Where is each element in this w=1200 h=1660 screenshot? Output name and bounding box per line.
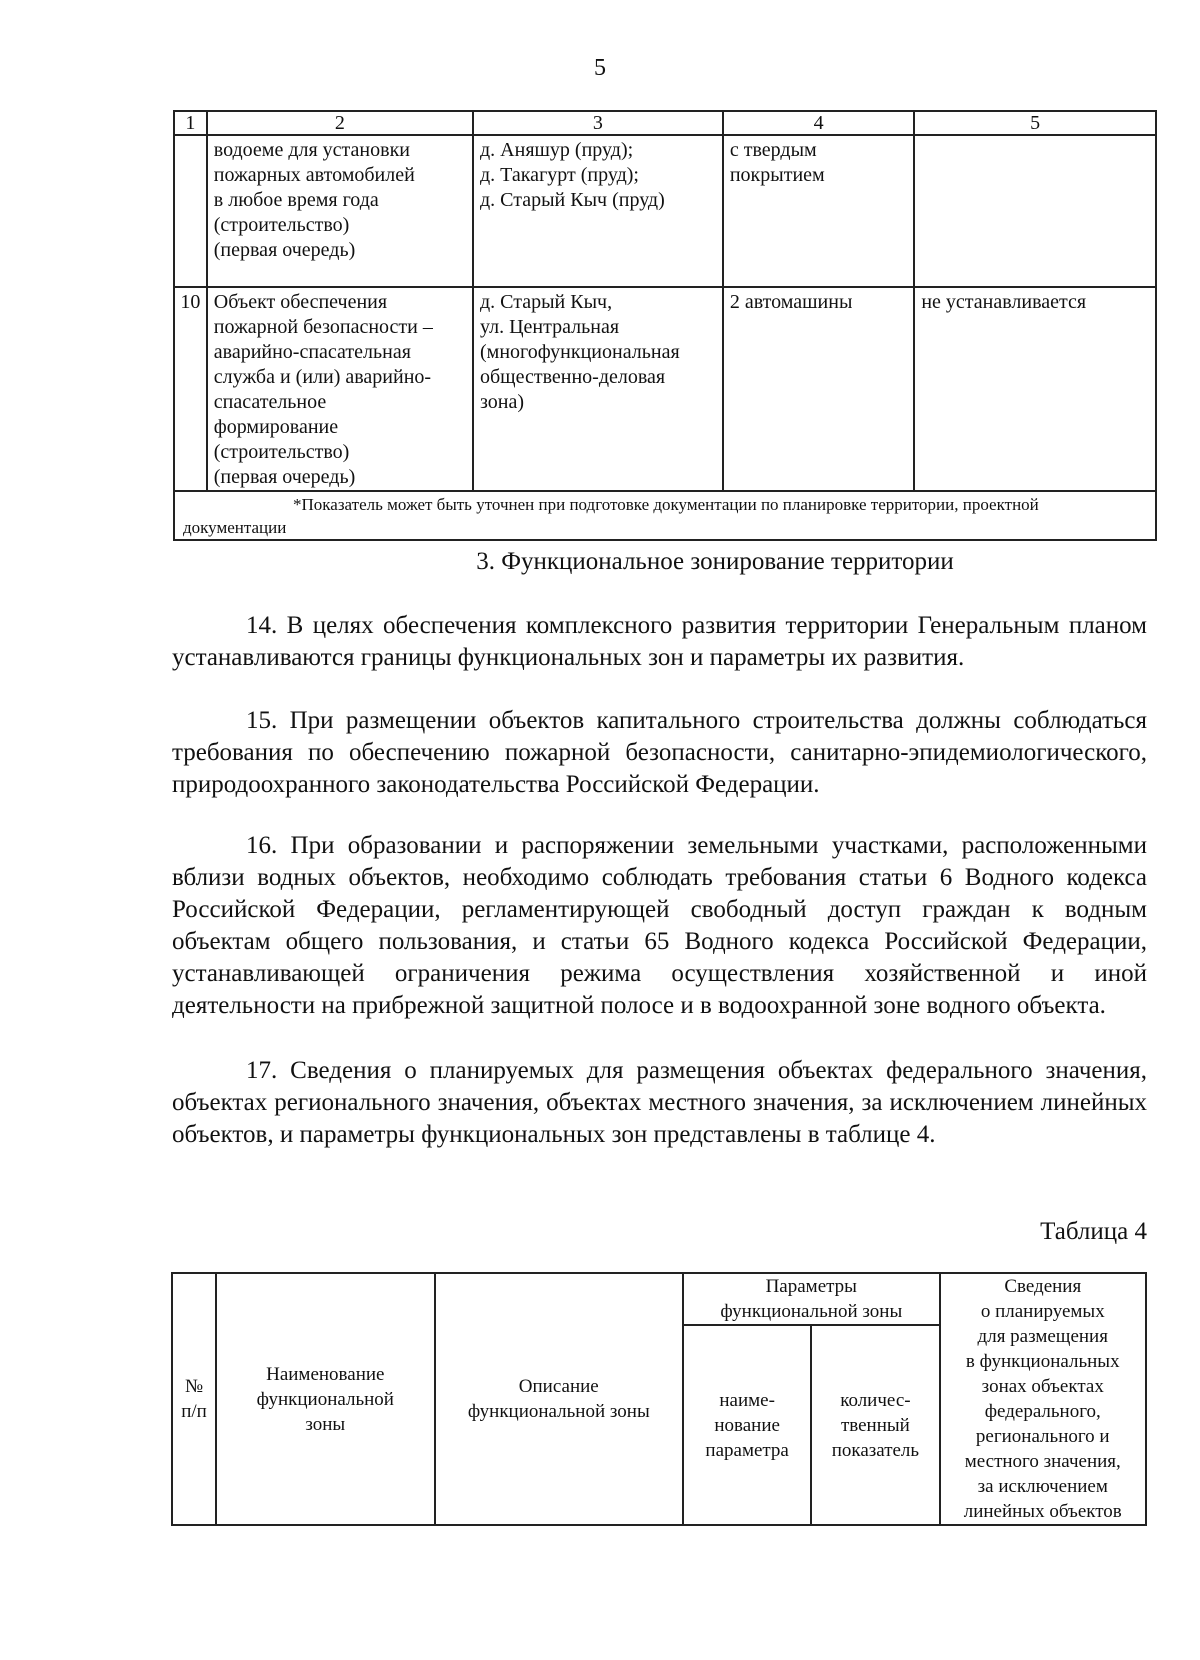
object-name-cell bbox=[207, 135, 473, 287]
table-footnote bbox=[174, 491, 1156, 540]
characteristic-cell bbox=[723, 287, 914, 491]
table-header-row bbox=[172, 1273, 1146, 1325]
header-zone-name bbox=[216, 1273, 434, 1525]
zone-cell: не устанавливается bbox=[914, 287, 1156, 491]
header-number bbox=[172, 1273, 216, 1525]
row-number-cell: 10 bbox=[174, 287, 207, 491]
table-header-cell: 2 bbox=[207, 111, 473, 135]
table-header-cell: 5 bbox=[914, 111, 1156, 135]
header-parameter-name-text: наиме- нование параметра bbox=[705, 1389, 789, 1461]
paragraph-17: 17. Сведения о планируемых для размещения объектах федерального значения, объектах регионального значения, объектах местного значения, за исключением линейных объектов, и параметры функциональных зон представлены в таблице 4. bbox=[172, 1057, 1147, 1148]
characteristic-text: 2 автомашины bbox=[729, 291, 853, 313]
table-header-cell: 4 bbox=[723, 111, 914, 135]
paragraph-15: 15. При размещении объектов капитального строительства должны соблюдаться требования по обеспечению пожарной безопасности, санитарно-эпидемиологического, природоохранного законодательства Российской Федерации. bbox=[172, 707, 1147, 798]
table-header-row bbox=[174, 111, 1156, 135]
section-title: 3. Функциональное зонирование территории bbox=[476, 548, 954, 575]
header-parameter-value-text: количес- твенный показатель bbox=[831, 1389, 920, 1461]
table-row bbox=[174, 135, 1156, 287]
header-planned-objects-text: Сведения о планируемых для размещения в функциональных зонах объектах федерального, регионального и местного значения, за исключением линейных объектов bbox=[963, 1276, 1122, 1522]
header-number-text: № п/п bbox=[181, 1376, 207, 1422]
header-parameter-name bbox=[683, 1325, 811, 1525]
characteristic-cell bbox=[723, 135, 914, 287]
header-zone-parameters bbox=[683, 1273, 940, 1325]
table-header-cell: 1 bbox=[174, 111, 207, 135]
object-name-text: Объект обеспечения пожарной безопасности – аварийно-спасательная служба и (или) аварийно- спасательное формирование (строительство) (первая очередь) bbox=[213, 291, 433, 488]
characteristic-text: с твердым покрытием bbox=[729, 139, 825, 186]
table-4 bbox=[171, 1272, 1147, 1526]
header-zone-parameters-text: Параметры функциональной зоны bbox=[720, 1276, 903, 1322]
table-4-caption: Таблица 4 bbox=[1040, 1218, 1147, 1245]
object-name-cell bbox=[207, 287, 473, 491]
location-text: д. Аняшур (пруд); д. Такагурт (пруд); д. Старый Кыч (пруд) bbox=[480, 139, 665, 211]
location-cell bbox=[473, 135, 723, 287]
table-row bbox=[174, 287, 1156, 491]
table-header-cell: 3 bbox=[473, 111, 723, 135]
header-zone-description bbox=[435, 1273, 684, 1525]
zone-cell bbox=[914, 135, 1156, 287]
object-name-text: водоеме для установки пожарных автомобилей в любое время года (строительство) (первая очередь) bbox=[213, 139, 415, 261]
footnote-line-1: *Показатель может быть уточнен при подготовке документации по планировке территории, проектной bbox=[293, 495, 1039, 514]
header-parameter-value bbox=[811, 1325, 939, 1525]
location-text: д. Старый Кыч, ул. Центральная (многофункциональная общественно-деловая зона) bbox=[480, 291, 680, 413]
paragraph-14: 14. В целях обеспечения комплексного развития территории Генеральным планом устанавливаются границы функциональных зон и параметры их развития. bbox=[172, 612, 1147, 671]
row-number-cell bbox=[174, 135, 207, 287]
table-note-row bbox=[174, 491, 1156, 540]
header-zone-description-text: Описание функциональной зоны bbox=[467, 1376, 650, 1422]
paragraph-16: 16. При образовании и распоряжении земельными участками, расположенными вблизи водных объектов, необходимо соблюдать требования статьи 6 Водного кодекса Российской Федерации, регламентирующей свободный доступ граждан к водным объектам общего пользования, и статьи 65 Водного кодекса Российской Федерации, устанавливающей ограничения режима осуществления хозяйственной и иной деятельности на прибрежной защитной полосе и в водоохранной зоне водного объекта. bbox=[172, 832, 1147, 1019]
location-cell bbox=[473, 287, 723, 491]
header-planned-objects bbox=[940, 1273, 1146, 1525]
table-3-continuation bbox=[173, 110, 1157, 541]
header-zone-name-text: Наименование функциональной зоны bbox=[256, 1363, 394, 1435]
footnote-line-2: документации bbox=[183, 518, 287, 537]
page-number: 5 bbox=[594, 55, 606, 81]
